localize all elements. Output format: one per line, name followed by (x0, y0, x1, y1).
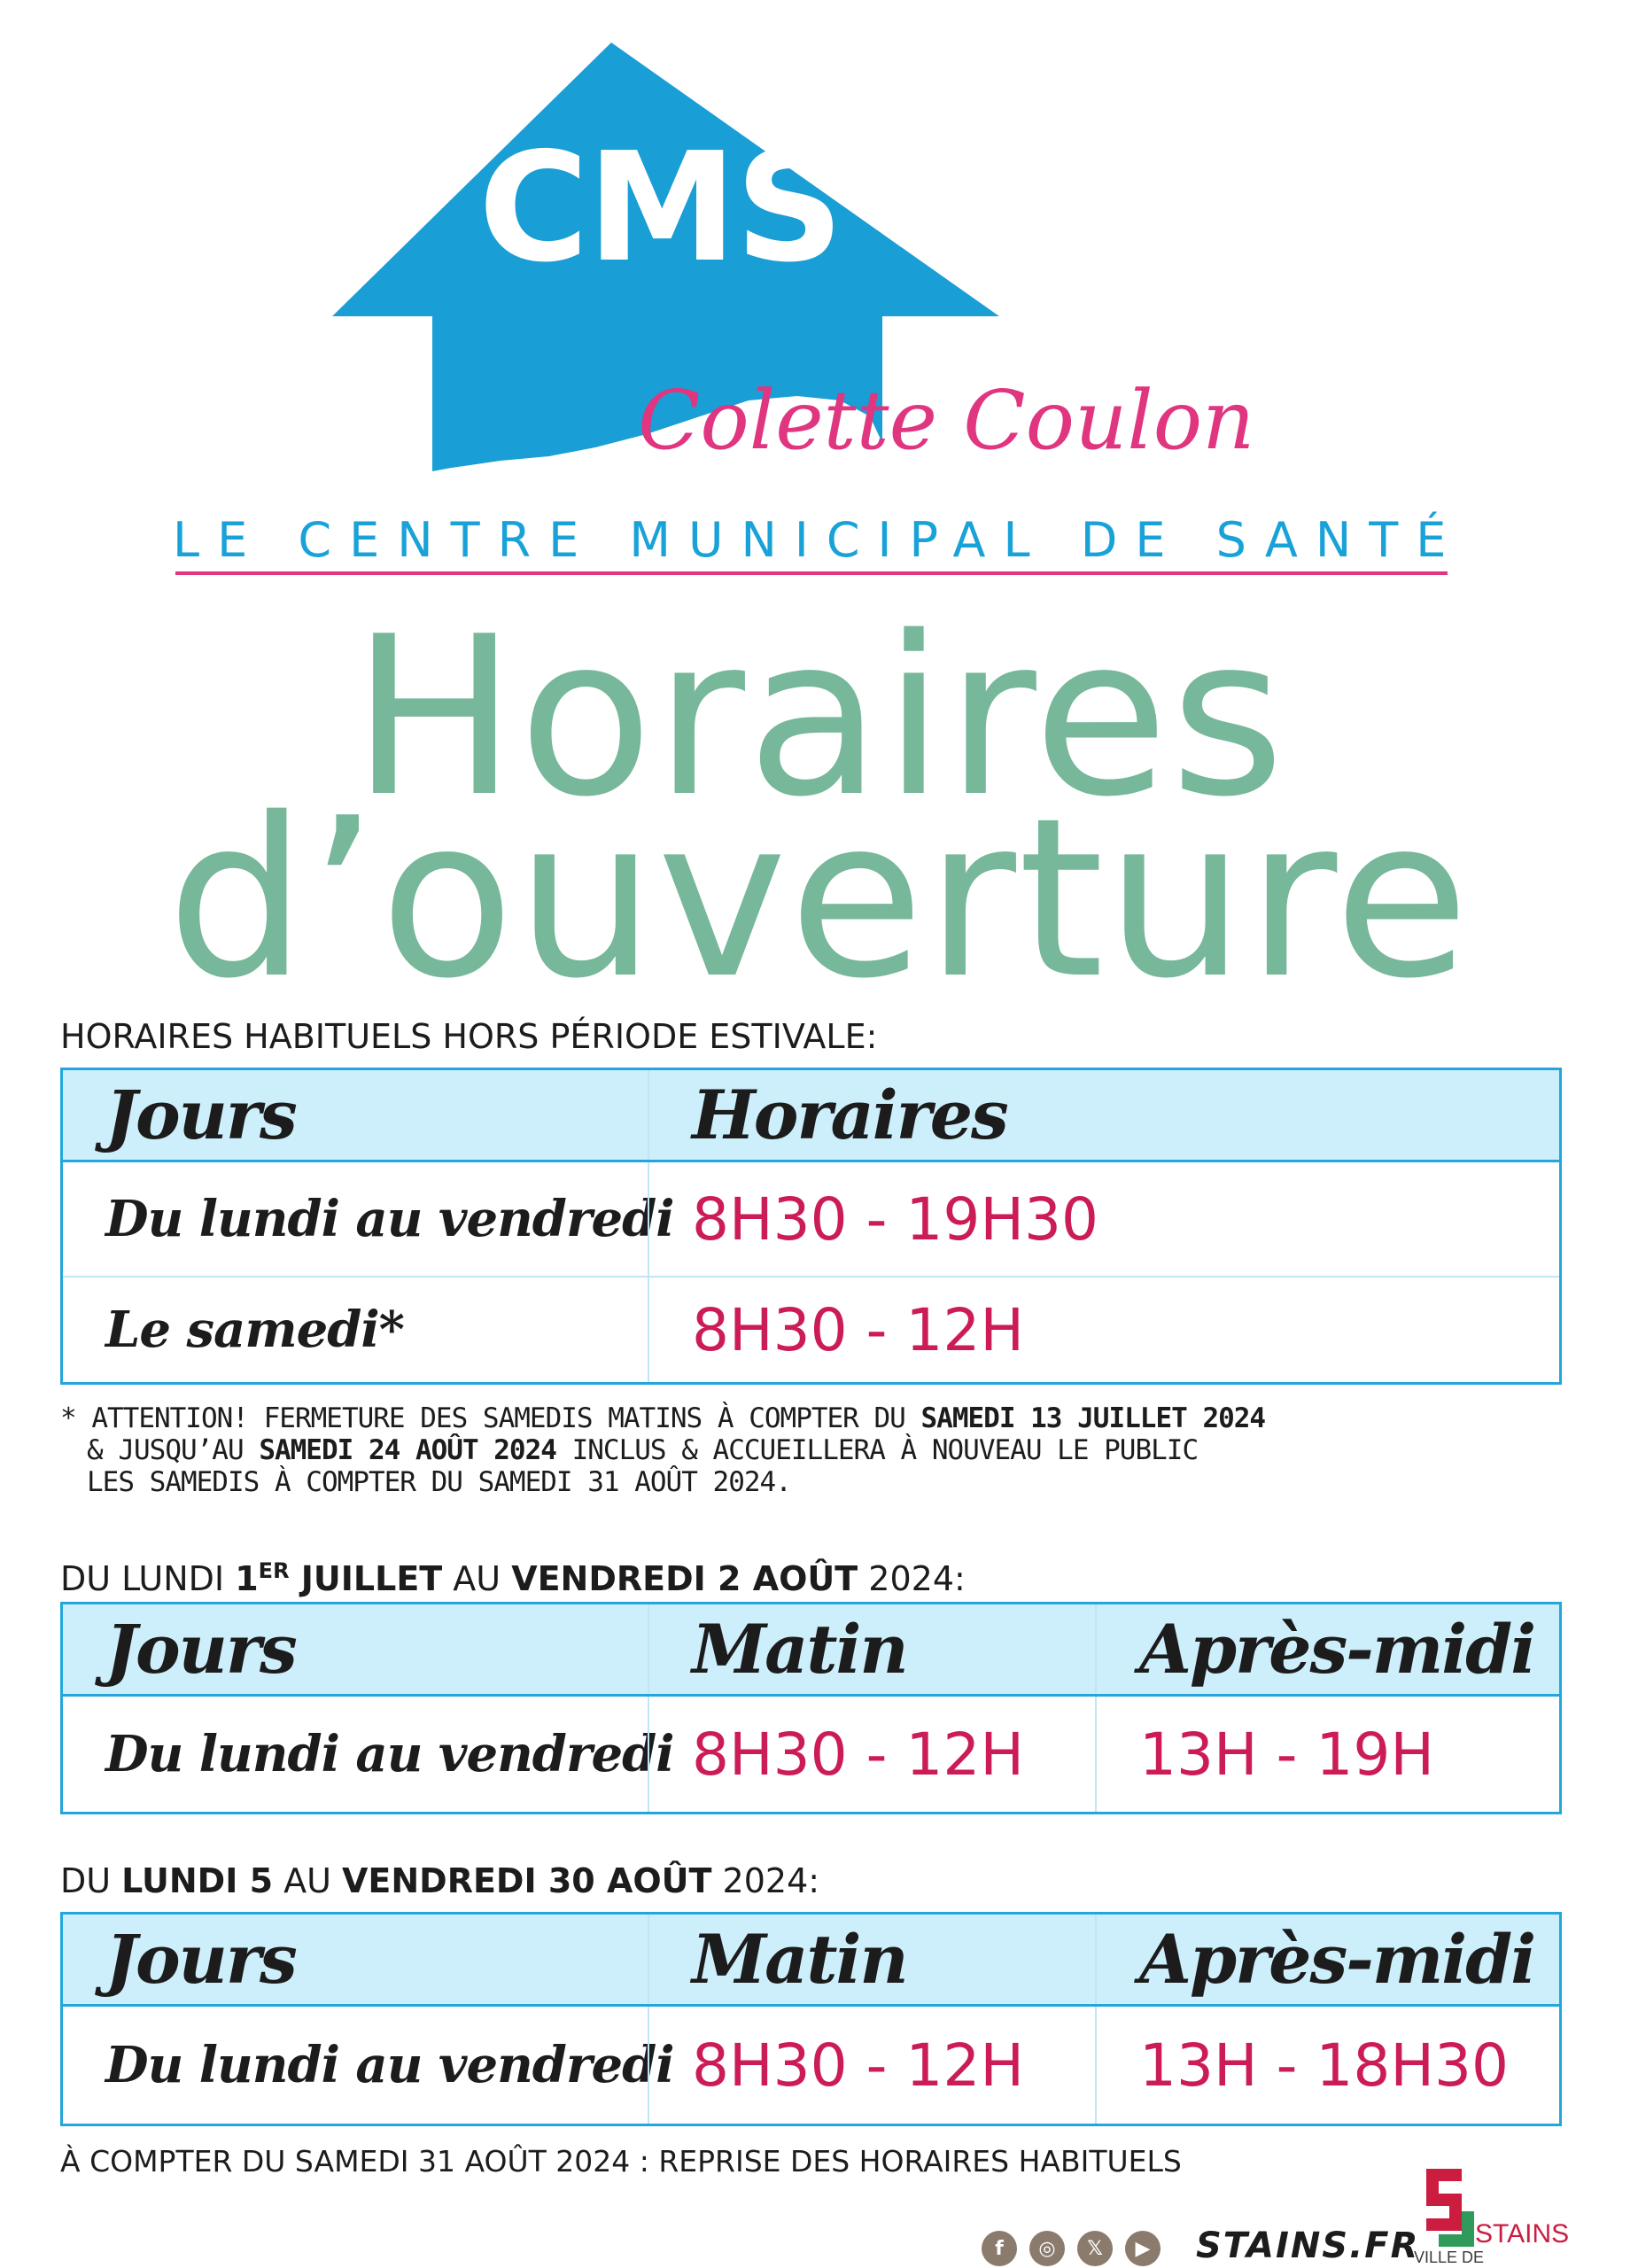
schedule-table-july (60, 1602, 1562, 1814)
hours-cell (648, 1278, 1559, 1382)
note-line (60, 1434, 1300, 1466)
header-cell (1095, 1604, 1559, 1694)
header-morning: Matin (692, 1920, 907, 1999)
note-text: * ATTENTION! FERMETURE DES SAMEDIS MATINS À COMPTER DU (60, 1402, 921, 1434)
day-cell (63, 1278, 648, 1382)
morning-hours: 8H30 - 12H (692, 1720, 1024, 1789)
header-hours: Horaires (692, 1076, 1007, 1154)
x-icon[interactable]: 𝕏 (1077, 2231, 1113, 2266)
city-prefix: VILLE DE (1414, 2249, 1485, 2266)
header-days: Jours (105, 1610, 296, 1689)
header-cell (648, 1915, 1095, 2004)
page-title-line-1: Horaires (351, 590, 1287, 845)
header-cell (63, 1915, 648, 2004)
day-label: Du lundi au vendredi (105, 1725, 674, 1783)
header-days: Jours (105, 1076, 296, 1154)
note-line: LES SAMEDIS À COMPTER DU SAMEDI 31 AOÛT 2024. (87, 1466, 791, 1498)
youtube-icon[interactable]: ▶ (1125, 2231, 1161, 2266)
schedule-table-usual (60, 1068, 1562, 1385)
social-links (982, 2231, 1161, 2266)
heading-text: LUNDI 5 (121, 1861, 274, 1900)
header-days: Jours (105, 1920, 296, 1999)
afternoon-hours: 13H - 19H (1139, 1720, 1434, 1789)
heading-text: DU (60, 1861, 122, 1900)
heading-text: 2024: (711, 1861, 820, 1900)
city-name: STAINS (1475, 2219, 1570, 2249)
note-text: INCLUS & ACCUEILLERA À NOUVEAU LE PUBLIC (555, 1434, 1199, 1466)
header-afternoon: Après-midi (1139, 1920, 1535, 1999)
afternoon-cell (1095, 2007, 1559, 2124)
note-line (60, 1402, 1300, 1434)
heading-text: AU (442, 1559, 512, 1598)
table-header (63, 1604, 1559, 1697)
heading-text: AU (273, 1861, 342, 1900)
facebook-icon[interactable]: f (982, 2231, 1017, 2266)
table-row (63, 1276, 1559, 1382)
section3-heading (60, 1859, 819, 1903)
note-date: SAMEDI 13 JUILLET 2024 (920, 1402, 1266, 1434)
logo-acronym: CMS (478, 120, 842, 296)
heading-text: VENDREDI 2 AOÛT (511, 1559, 858, 1598)
hours-value: 8H30 - 19H30 (692, 1184, 1098, 1254)
saturday-closure-note (60, 1402, 1300, 1498)
afternoon-hours: 13H - 18H30 (1139, 2031, 1509, 2100)
header-afternoon: Après-midi (1139, 1610, 1535, 1689)
note-text: & JUSQU’AU (87, 1434, 260, 1466)
morning-hours: 8H30 - 12H (692, 2031, 1024, 2100)
heading-text: JUILLET (289, 1559, 443, 1598)
table-header (63, 1070, 1559, 1162)
hours-cell (648, 1162, 1559, 1276)
page-title-line-2: d’ouverture (167, 772, 1471, 1027)
heading-text: 1 (235, 1559, 259, 1598)
afternoon-cell (1095, 1697, 1559, 1812)
day-cell (63, 1162, 674, 1276)
header-cell (63, 1604, 648, 1694)
day-label: Du lundi au vendredi (105, 1190, 674, 1248)
schedule-table-august (60, 1912, 1562, 2126)
logo-name: Colette Coulon (638, 373, 1255, 468)
logo-subtitle: LE CENTRE MUNICIPAL DE SANTÉ (173, 512, 1464, 568)
note-date: SAMEDI 24 AOÛT 2024 (259, 1434, 556, 1466)
day-cell (63, 2007, 674, 2124)
heading-sup: ER (258, 1558, 290, 1583)
header-cell (648, 1070, 1559, 1160)
morning-cell (648, 2007, 1095, 2124)
subtitle-underline (175, 571, 1448, 575)
table-row (63, 2007, 1559, 2124)
header-cell (63, 1070, 648, 1160)
table-row (63, 1162, 1559, 1276)
morning-cell (648, 1697, 1095, 1812)
header-morning: Matin (692, 1610, 907, 1689)
section1-heading: HORAIRES HABITUELS HORS PÉRIODE ESTIVALE: (60, 1017, 878, 1056)
header-cell (648, 1604, 1095, 1694)
table-row (63, 1697, 1559, 1812)
day-label: Du lundi au vendredi (105, 2036, 674, 2094)
day-cell (63, 1697, 674, 1812)
header-cell (1095, 1915, 1559, 2004)
website-link[interactable]: STAINS.FR (1196, 2225, 1420, 2266)
instagram-icon[interactable]: ◎ (1029, 2231, 1065, 2266)
resume-usual-hours-note: À COMPTER DU SAMEDI 31 AOÛT 2024 : REPRISE DES HORAIRES HABITUELS (60, 2144, 1182, 2179)
heading-text: DU LUNDI (60, 1559, 236, 1598)
section2-heading (60, 1549, 966, 1601)
hours-value: 8H30 - 12H (692, 1295, 1024, 1364)
heading-text: 2024: (858, 1559, 966, 1598)
table-header (63, 1915, 1559, 2007)
day-label: Le samedi* (105, 1301, 404, 1359)
heading-text: VENDREDI 30 AOÛT (342, 1861, 712, 1900)
